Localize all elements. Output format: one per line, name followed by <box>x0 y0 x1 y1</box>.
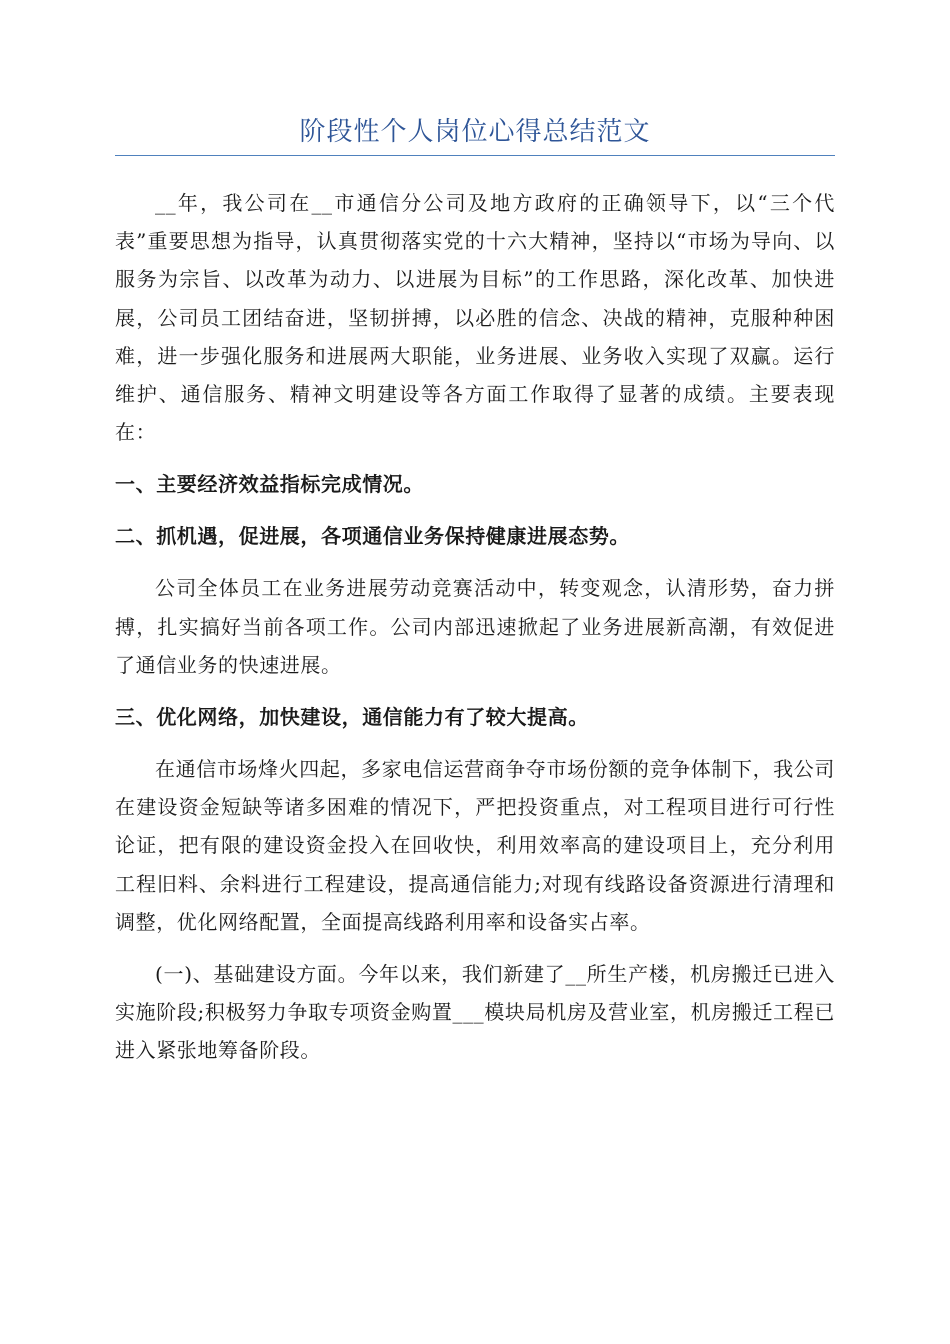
title-underline <box>115 155 835 156</box>
spacer <box>115 503 835 517</box>
body-paragraph: 在通信市场烽火四起，多家电信运营商争夺市场份额的竞争体制下，我公司在建设资金短缺等诸多困难的情况下，严把投资重点，对工程项目进行可行性论证，把有限的建设资金投入在回收快，利用效率高的建设项目上，充分利用工程旧料、余料进行工程建设，提高通信能力;对现有线路设备资源进行清理和调整，优化网络配置，全面提高线路利用率和设备实占率。 <box>115 757 835 934</box>
spacer <box>115 941 835 955</box>
body-paragraph: __年，我公司在__市通信分公司及地方政府的正确领导下，以“三个代表”重要思想为指导，认真贯彻落实党的十六大精神，坚持以“市场为导向、以服务为宗旨、以改革为动力、以进展为目标”的工作思路，深化改革、加快进展，公司员工团结奋进，坚韧拼搏，以必胜的信念、决战的精神，克服种种困难，进一步强化服务和进展两大职能，业务进展、业务收入实现了双赢。运行维护、通信服务、精神文明建设等各方面工作取得了显著的成绩。主要表现在： <box>115 191 835 445</box>
spacer <box>115 451 835 465</box>
document-body <box>115 170 835 1070</box>
body-paragraph: 公司全体员工在业务进展劳动竞赛活动中，转变观念，认清形势，奋力拼搏，扎实搞好当前各项工作。公司内部迅速掀起了业务进展新高潮，有效促进了通信业务的快速进展。 <box>115 576 835 677</box>
spacer <box>115 736 835 750</box>
section-heading: 一、主要经济效益指标完成情况。 <box>115 472 424 497</box>
spacer <box>115 684 835 698</box>
section-heading: 三、优化网络，加快建设，通信能力有了较大提高。 <box>115 705 589 730</box>
body-paragraph: (一)、基础建设方面。今年以来，我们新建了__所生产楼，机房搬迁已进入实施阶段;积极努力争取专项资金购置___模块局机房及营业室，机房搬迁工程已进入紧张地筹备阶段。 <box>115 962 835 1063</box>
document-title: 阶段性个人岗位心得总结范文 <box>299 117 651 147</box>
section-heading: 二、抓机遇，促进展，各项通信业务保持健康进展态势。 <box>115 524 630 549</box>
spacer <box>115 555 835 569</box>
spacer <box>115 170 835 184</box>
